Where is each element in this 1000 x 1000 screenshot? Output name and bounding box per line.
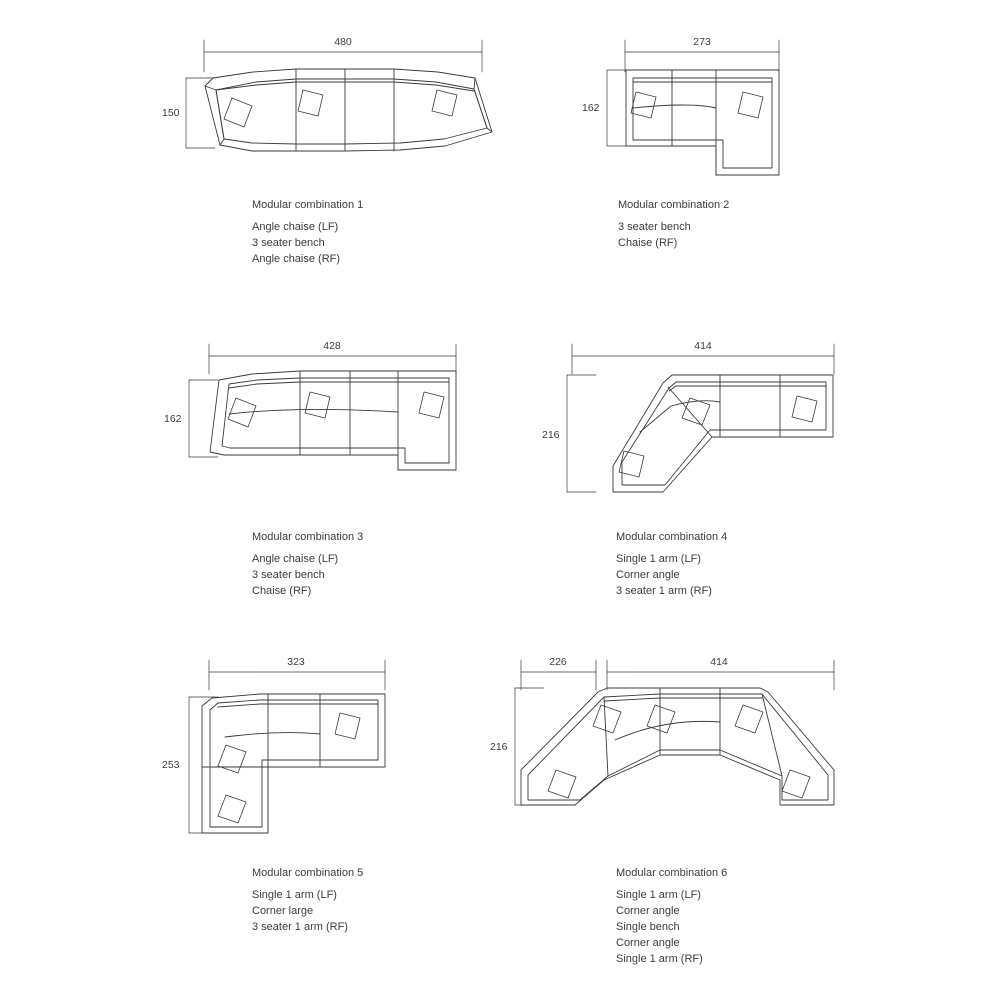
- combination-6-part-4: Corner angle: [616, 937, 680, 949]
- combination-5-part-3: 3 seater 1 arm (RF): [252, 921, 348, 933]
- combination-3-part-1: Angle chaise (LF): [252, 553, 339, 565]
- dimension-width-combination-4: 414: [694, 340, 712, 352]
- combination-4-part-2: Corner angle: [616, 569, 680, 581]
- caption-combination-4: [616, 529, 727, 599]
- combination-6-title: Modular combination 6: [616, 867, 728, 879]
- combination-2-title: Modular combination 2: [618, 199, 730, 211]
- caption-combination-3: [252, 529, 363, 599]
- combination-3-title: Modular combination 3: [252, 531, 364, 543]
- caption-combination-6: [616, 865, 727, 967]
- combination-4-part-1: Single 1 arm (LF): [616, 553, 701, 565]
- dimension-depth-combination-1: 150: [162, 107, 180, 119]
- combination-1-title: Modular combination 1: [252, 199, 364, 211]
- dimension-depth-combination-6: 216: [490, 741, 508, 753]
- combination-5-title: Modular combination 5: [252, 867, 364, 879]
- combination-4-drawing: [567, 344, 834, 492]
- combination-3-drawing: [189, 344, 456, 470]
- dimension-width-left-combination-6: 226: [549, 656, 567, 668]
- caption-combination-5: [252, 865, 363, 935]
- combination-6-part-1: Single 1 arm (LF): [616, 889, 701, 901]
- combination-6-drawing: [515, 660, 834, 805]
- combination-3-part-3: Chaise (RF): [252, 585, 312, 597]
- combination-1-part-1: Angle chaise (LF): [252, 221, 339, 233]
- combination-3-part-2: 3 seater bench: [252, 569, 325, 581]
- combination-2-drawing: [607, 40, 779, 175]
- dimension-depth-combination-2: 162: [582, 102, 600, 114]
- combination-1-part-3: Angle chaise (RF): [252, 253, 341, 265]
- combination-1-drawing: [186, 40, 492, 151]
- combination-4-title: Modular combination 4: [616, 531, 728, 543]
- combination-6-part-2: Corner angle: [616, 905, 680, 917]
- combination-6-part-5: Single 1 arm (RF): [616, 953, 703, 965]
- dimension-width-combination-3: 428: [323, 340, 341, 352]
- combination-2-part-1: 3 seater bench: [618, 221, 691, 233]
- dimension-depth-combination-3: 162: [164, 413, 182, 425]
- combination-1-part-2: 3 seater bench: [252, 237, 325, 249]
- dimension-width-combination-2: 273: [693, 36, 711, 48]
- dimension-depth-combination-4: 216: [542, 429, 560, 441]
- combination-6-part-3: Single bench: [616, 921, 680, 933]
- caption-combination-2: [618, 197, 729, 251]
- combination-5-part-1: Single 1 arm (LF): [252, 889, 337, 901]
- combination-2-part-2: Chaise (RF): [618, 237, 678, 249]
- caption-combination-1: [252, 197, 363, 267]
- combination-5-part-2: Corner large: [252, 905, 314, 917]
- dimension-width-combination-5: 323: [287, 656, 305, 668]
- dimension-width-combination-1: 480: [334, 36, 352, 48]
- dimension-depth-combination-5: 253: [162, 759, 180, 771]
- dimension-width-combination-6: 414: [710, 656, 728, 668]
- combination-5-drawing: [189, 660, 385, 833]
- combination-4-part-3: 3 seater 1 arm (RF): [616, 585, 712, 597]
